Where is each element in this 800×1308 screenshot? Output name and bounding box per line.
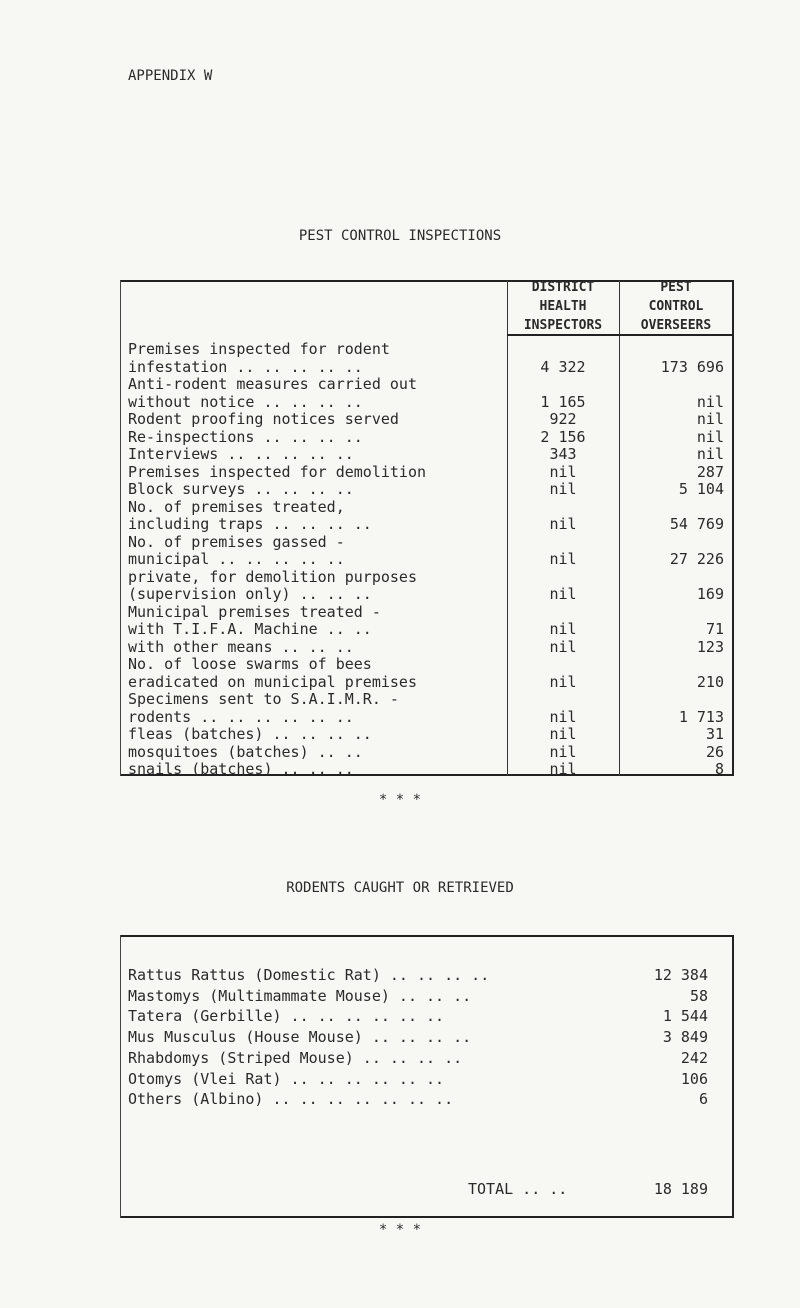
rodent-label: Rhabdomys (Striped Mouse) .. .. .. .. [128,1048,463,1067]
table-right-border [732,935,734,1218]
pest-control-value: 26 [705,742,724,761]
row-label: mosquitoes (batches) .. .. [128,742,363,761]
row-label: snails (batches) .. .. .. [128,760,354,778]
row-label: including traps .. .. .. .. [128,515,372,533]
district-health-value: nil [549,637,577,656]
pest-control-value: 173 696 [660,357,724,376]
rodent-count: 242 [680,1048,708,1067]
rodent-label: Mus Musculus (House Mouse) .. .. .. .. [128,1028,472,1047]
table-left-border [120,935,121,1218]
row-label: (supervision only) .. .. .. [128,585,372,603]
pest-control-value: 1 713 [678,707,724,726]
pest-control-value: nil [696,427,724,446]
rodent-count: 1 544 [662,1007,708,1026]
header-line: INSPECTORS [523,318,603,333]
rodent-label: Others (Albino) .. .. .. .. .. .. .. [128,1090,454,1109]
appendix-label: APPENDIX W [128,68,213,84]
pest-control-value: 71 [705,620,724,638]
row-label: Anti-rodent measures carried out [128,375,417,393]
header-line: OVERSEERS [640,318,712,333]
pest-control-value: nil [696,445,724,463]
header-line: DISTRICT [531,280,595,295]
row-label: Premises inspected for rodent [128,340,390,358]
row-label: Rodent proofing notices served [128,410,399,428]
row-label: Interviews .. .. .. .. .. [128,445,354,463]
rodent-count: 6 [698,1090,708,1109]
district-health-value: nil [549,742,577,761]
total-label: TOTAL .. .. [468,1180,568,1198]
header-line: HEALTH [539,299,587,314]
district-health-value: nil [549,515,577,533]
pest-control-value: 27 226 [669,550,724,568]
pest-control-value: 31 [705,725,724,743]
district-health-value: nil [549,707,577,726]
row-label: without notice .. .. .. .. [128,392,363,411]
rodent-label: Otomys (Vlei Rat) .. .. .. .. .. .. [128,1069,445,1088]
district-health-value: nil [549,585,577,603]
pest-control-value: 210 [696,672,724,691]
table-top-border [120,935,734,937]
district-health-value: 343 [549,445,577,463]
total-value: 18 189 [653,1180,708,1198]
district-health-value: nil [549,480,577,498]
district-health-value: nil [549,550,577,568]
pest-control-value: 54 769 [669,515,724,533]
rodent-count: 12 384 [653,966,708,984]
rodent-label: Mastomys (Multimammate Mouse) .. .. .. [128,986,472,1005]
pest-control-value: nil [696,392,724,411]
rodents-title: RODENTS CAUGHT OR RETRIEVED [286,880,514,896]
header-line: PEST [660,280,692,295]
row-label: with other means .. .. .. [128,637,354,656]
district-health-value: nil [549,672,577,691]
district-health-value: nil [549,620,577,638]
rodent-count: 106 [680,1069,708,1088]
pest-control-value: 169 [696,585,724,603]
district-health-value: 2 156 [540,427,586,446]
rodent-count: 58 [689,986,708,1005]
row-label: infestation .. .. .. .. .. [128,357,363,376]
rodent-count: 3 849 [662,1028,708,1047]
district-health-value: 1 165 [540,392,586,411]
row-label: Block surveys .. .. .. .. [128,480,354,498]
row-label: municipal .. .. .. .. .. [128,550,345,568]
table-bottom-border [120,1216,734,1218]
row-label: Municipal premises treated - [128,602,381,621]
row-label: No. of premises treated, [128,497,345,516]
row-label: private, for demolition purposes [128,567,417,586]
rodent-label: Tatera (Gerbille) .. .. .. .. .. .. [128,1007,445,1026]
rodent-label: Rattus Rattus (Domestic Rat) .. .. .. .. [128,966,490,984]
row-label: eradicated on municipal premises [128,672,417,691]
district-health-value: nil [549,462,577,481]
separator-stars: * * * [378,792,422,808]
table-left-border [120,280,121,776]
district-health-value: 922 [549,410,577,428]
row-label: rodents .. .. .. .. .. .. [128,707,354,726]
district-health-value: nil [549,760,577,778]
row-label: Premises inspected for demolition [128,462,427,481]
row-label: No. of loose swarms of bees [128,655,372,673]
pest-control-value: 287 [696,462,724,481]
table-right-border [732,280,734,776]
row-label: Re-inspections .. .. .. .. [128,427,363,446]
pest-control-value: 8 [714,760,724,778]
separator-stars: * * * [378,1222,422,1238]
header-pest-control-overseers [620,278,732,335]
pest-control-value: 123 [696,637,724,656]
row-label: No. of premises gassed - [128,532,345,551]
pest-control-value: 5 104 [678,480,724,498]
header-district-health-inspectors [508,278,618,335]
pest-control-value: nil [696,410,724,428]
district-health-value: nil [549,725,577,743]
header-line: CONTROL [648,299,704,314]
row-label: Specimens sent to S.A.I.M.R. - [128,690,399,708]
pest-control-title: PEST CONTROL INSPECTIONS [298,228,502,244]
row-label: fleas (batches) .. .. .. .. [128,725,372,743]
district-health-value: 4 322 [540,357,586,376]
row-label: with T.I.F.A. Machine .. .. [128,620,372,638]
